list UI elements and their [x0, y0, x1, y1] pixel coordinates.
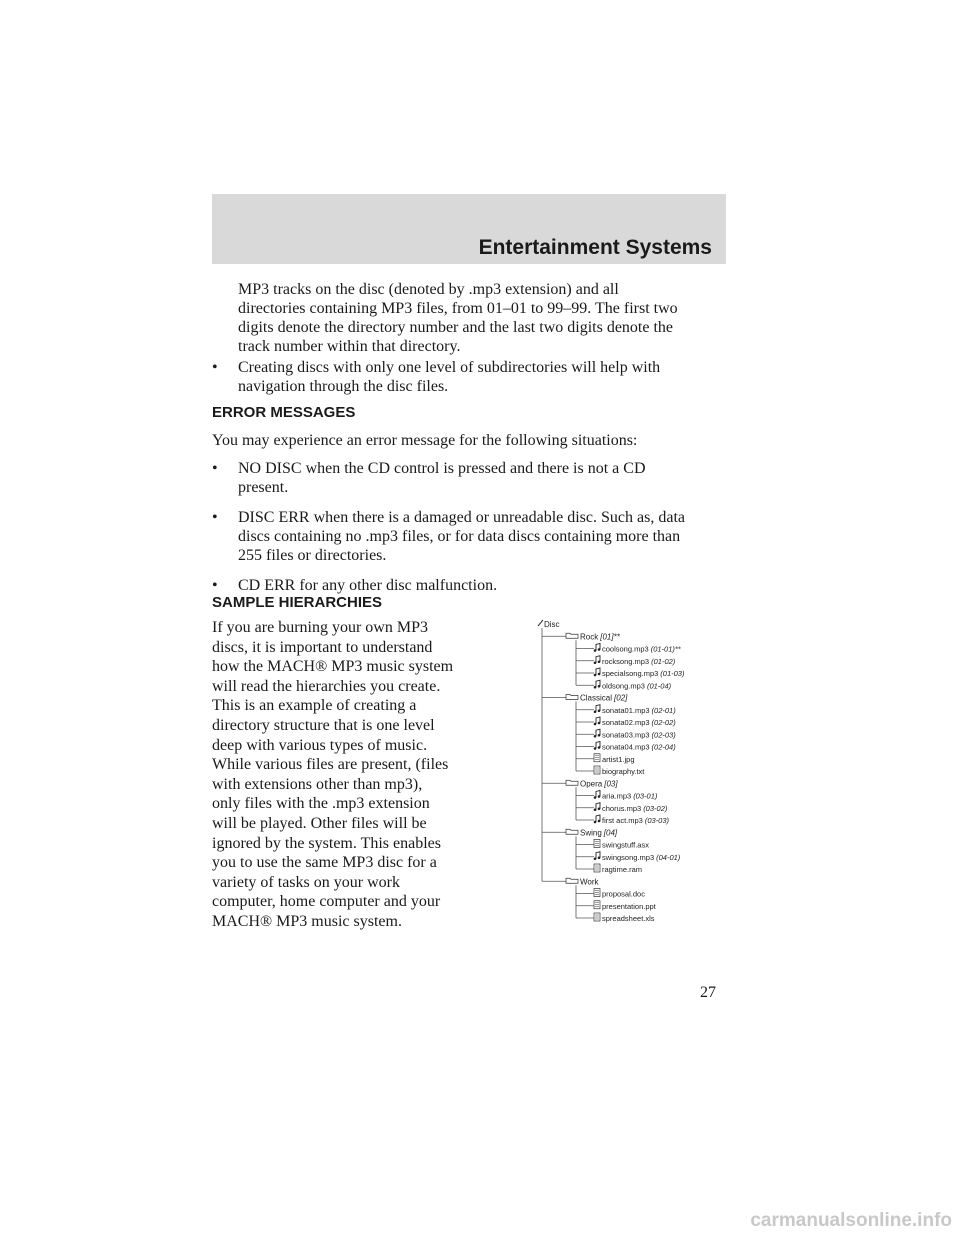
description-line: with extensions other than mp3),: [212, 775, 423, 793]
bullet-line: DISC ERR when there is a damaged or unreadable disc. Such as, data: [238, 509, 685, 526]
intro-line: MP3 tracks on the disc (denoted by .mp3 extension) and all: [238, 281, 619, 298]
music-note-icon: [594, 644, 601, 652]
intro-paragraph: [238, 280, 728, 356]
folder-label: Classical [02]: [580, 693, 628, 703]
folder-icon: [566, 633, 578, 638]
file-item: [576, 913, 655, 923]
document-icon: [594, 840, 600, 848]
file-item: [576, 889, 645, 899]
folder-label: Swing [04]: [580, 828, 618, 838]
file-item: [576, 668, 685, 678]
sample-hierarchies-heading: SAMPLE HIERARCHIES: [212, 594, 383, 611]
file-label: chorus.mp3 (03-02): [602, 803, 668, 813]
file-item: [576, 742, 676, 752]
bullet-dot: •: [212, 460, 218, 477]
file-label: sonata04.mp3 (02-04): [602, 742, 676, 752]
file-code: (03-02): [643, 803, 668, 813]
description-line: computer, home computer and your: [212, 893, 441, 911]
directory-tree: [520, 610, 740, 923]
file-code: (01-01)**: [650, 644, 681, 654]
error-messages-heading: ERROR MESSAGES: [212, 404, 356, 421]
disc-icon: [538, 620, 543, 626]
folder-icon: [566, 695, 578, 700]
file-label: proposal.doc: [602, 889, 645, 899]
file-code: (02-02): [651, 718, 676, 727]
folder-label: Rock [01]**: [580, 632, 620, 642]
folder-label: Work: [580, 877, 599, 887]
description-line: If you are burning your own MP3: [212, 619, 428, 636]
bullet-dot: •: [212, 509, 218, 526]
music-note-icon: [594, 852, 601, 860]
description-line: you to use the same MP3 disc for a: [212, 854, 437, 872]
description-line: MACH® MP3 music system.: [212, 912, 402, 930]
file-label: first act.mp3 (03-03): [602, 816, 670, 825]
file-code: (02-01): [651, 705, 676, 715]
music-note-icon: [594, 791, 601, 799]
error-intro: You may experience an error message for the following situations:: [212, 432, 638, 449]
section-header-band: [212, 194, 726, 264]
document-icon: [594, 913, 600, 921]
intro-line: digits denote the directory number and the last two digits denote the: [238, 319, 674, 336]
music-note-icon: [594, 680, 601, 688]
folder-code: [02]: [614, 693, 628, 703]
file-label: sonata01.mp3 (02-01): [602, 705, 676, 715]
intro-line: track number within that directory.: [238, 338, 461, 355]
folder-opera: [542, 779, 618, 788]
watermark: carmanualsonline.info: [750, 1210, 952, 1231]
tree-root: [538, 620, 560, 629]
file-label: sonata02.mp3 (02-02): [602, 718, 676, 727]
file-item: [576, 656, 676, 666]
music-note-icon: [594, 803, 601, 811]
file-code: (01-04): [646, 681, 672, 691]
document-icon: [594, 864, 600, 872]
file-label: swingstuff.asx: [602, 840, 649, 850]
file-item: [576, 840, 649, 850]
file-item: [576, 803, 668, 813]
description-line: This is an example of creating a: [212, 697, 417, 715]
file-item: [576, 644, 682, 654]
music-note-icon: [594, 729, 601, 737]
file-item: [576, 766, 645, 776]
folder-rock: [542, 632, 621, 641]
file-label: specialsong.mp3 (01-03): [602, 669, 685, 678]
document-icon: [594, 754, 600, 762]
file-label: biography.txt: [602, 767, 645, 776]
description-line: discs, it is important to understand: [212, 638, 433, 656]
root-label: Disc: [544, 620, 560, 629]
document-icon: [594, 889, 600, 897]
bullet-line: CD ERR for any other disc malfunction.: [238, 577, 498, 594]
file-label: ragtime.ram: [602, 865, 643, 874]
folder-icon: [566, 829, 578, 834]
bullet-line: navigation through the disc files.: [238, 378, 449, 395]
file-label: spreadsheet.xls: [602, 914, 655, 923]
file-item: [576, 791, 658, 801]
file-label: aria.mp3 (03-01): [602, 791, 658, 801]
folder-label: Opera [03]: [580, 779, 618, 789]
description-line: will be played. Other files will be: [212, 814, 427, 832]
file-item: [576, 754, 635, 764]
description-line: how the MACH® MP3 music system: [212, 658, 454, 676]
description-line: variety of tasks on your work: [212, 873, 400, 891]
folder-code: [03]: [604, 779, 618, 789]
music-note-icon: [594, 815, 601, 823]
bullet-line: present.: [238, 479, 289, 496]
folder-classical: [542, 694, 628, 703]
folder-code: [04]: [603, 828, 618, 838]
file-code: (02-04): [651, 742, 676, 752]
music-note-icon: [594, 668, 601, 676]
section-title: Entertainment Systems: [478, 236, 712, 259]
description-line: will read the hierarchies you create.: [212, 677, 441, 695]
file-item: [576, 717, 676, 727]
file-item: [576, 705, 676, 715]
description-line: deep with various types of music.: [212, 736, 428, 754]
file-label: swingsong.mp3 (04-01): [602, 852, 681, 862]
file-item: [576, 852, 681, 862]
folder-code: [01]**: [600, 632, 620, 642]
music-note-icon: [594, 717, 601, 725]
folder-icon: [566, 780, 578, 785]
music-note-icon: [594, 705, 601, 713]
file-code: (03-03): [644, 816, 670, 825]
file-item: [576, 815, 670, 825]
folder-icon: [566, 878, 578, 883]
bullet-dot: •: [212, 359, 218, 376]
file-label: rocksong.mp3 (01-02): [602, 656, 676, 666]
file-code: (03-01): [633, 791, 658, 801]
document-icon: [594, 901, 600, 909]
intro-line: directories containing MP3 files, from 01–01 to 99–99. The first two: [238, 300, 678, 317]
description-line: only files with the .mp3 extension: [212, 795, 430, 813]
file-label: presentation.ppt: [602, 901, 656, 911]
file-label: sonata03.mp3 (02-03): [602, 730, 676, 740]
file-item: [576, 729, 676, 739]
file-item: [576, 864, 642, 874]
file-label: artist1.jpg: [602, 754, 635, 764]
bullet-line: Creating discs with only one level of subdirectories will help with: [238, 359, 661, 376]
document-icon: [594, 766, 600, 774]
file-code: (04-01): [656, 852, 681, 862]
bullet-line: NO DISC when the CD control is pressed and there is not a CD: [238, 460, 646, 477]
bullet-line: 255 files or directories.: [238, 547, 387, 564]
description-line: While various files are present, (files: [212, 756, 449, 774]
file-code: (01-03): [660, 669, 685, 678]
file-code: (01-02): [651, 656, 676, 666]
music-note-icon: [594, 742, 601, 750]
folder-work: [542, 877, 600, 886]
file-label: oldsong.mp3 (01-04): [602, 681, 672, 691]
description-line: directory structure that is one level: [212, 716, 435, 734]
sample-description: [212, 618, 492, 932]
music-note-icon: [594, 656, 601, 664]
file-item: [576, 680, 672, 690]
folder-swing: [542, 828, 618, 837]
page-number: 27: [700, 984, 716, 1001]
bullet-dot: •: [212, 577, 218, 594]
description-line: ignored by the system. This enables: [212, 834, 441, 852]
file-label: coolsong.mp3 (01-01)**: [602, 644, 681, 654]
bullet-line: discs containing no .mp3 files, or for data discs containing more than: [238, 528, 681, 545]
file-code: (02-03): [651, 730, 676, 740]
file-item: [576, 901, 657, 911]
